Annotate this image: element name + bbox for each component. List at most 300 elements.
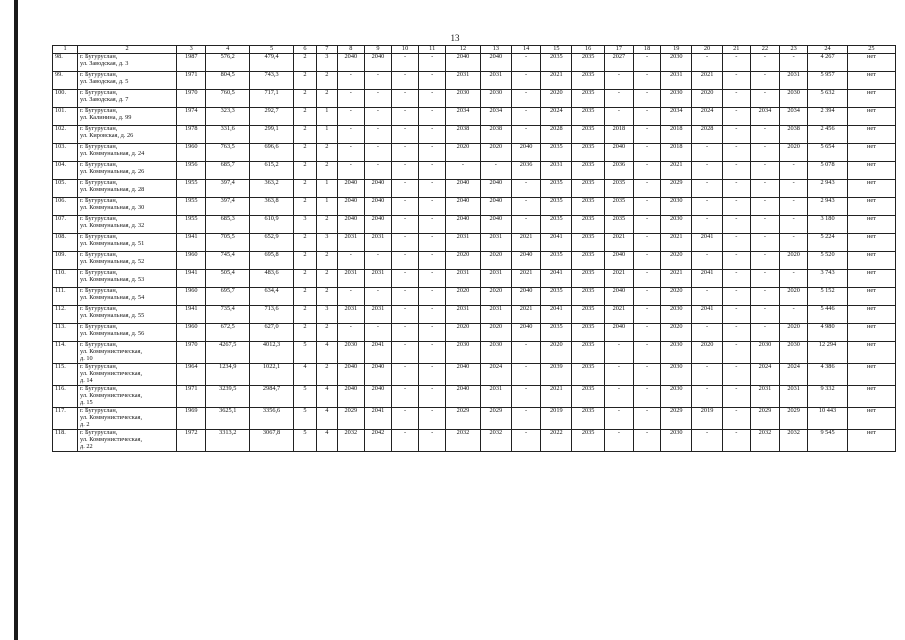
column-header-5: 5 bbox=[250, 46, 294, 54]
table-cell-col-24: 10 443 bbox=[808, 408, 848, 430]
table-cell-col-19: 2030 bbox=[661, 216, 692, 234]
table-cell-col-19: 2018 bbox=[661, 144, 692, 162]
address-line: ул. Калинина, д. 99 bbox=[80, 113, 132, 121]
table-cell-col-19: 2029 bbox=[661, 408, 692, 430]
address-cell bbox=[78, 430, 177, 452]
table-cell-col-14: 2040 bbox=[511, 252, 540, 270]
table-cell-col-6: 5 bbox=[293, 408, 316, 430]
table-cell-col-18: - bbox=[634, 144, 661, 162]
table-cell-col-22: - bbox=[750, 180, 779, 198]
table-cell-col-21: - bbox=[722, 108, 750, 126]
address-cell bbox=[78, 90, 177, 108]
table-cell-col-12: 2040 bbox=[446, 198, 480, 216]
address-line: ул. Коммунистическая, bbox=[80, 413, 143, 421]
table-cell-col-8: 2031 bbox=[337, 306, 364, 324]
address-line: г. Бугуруслан, bbox=[80, 125, 118, 132]
table-cell-col-12: 2040 bbox=[446, 364, 480, 386]
address-cell bbox=[78, 408, 177, 430]
table-cell-col-3: 1972 bbox=[177, 430, 206, 452]
table-cell-col-8: 2040 bbox=[337, 54, 364, 72]
table-cell-col-9: - bbox=[364, 324, 391, 342]
address-line: г. Бугуруслан, bbox=[80, 385, 118, 392]
table-cell-col-15: 2035 bbox=[541, 288, 572, 306]
table-cell-col-23: 2020 bbox=[780, 144, 808, 162]
column-header-21: 21 bbox=[722, 46, 750, 54]
table-cell-col-7: 2 bbox=[316, 162, 337, 180]
table-cell-col-10: - bbox=[392, 430, 419, 452]
table-cell-col-19: 2020 bbox=[661, 252, 692, 270]
table-cell-col-9: - bbox=[364, 108, 391, 126]
column-header-18: 18 bbox=[634, 46, 661, 54]
table-cell-col-11: - bbox=[419, 180, 446, 198]
table-cell-col-12: 2020 bbox=[446, 288, 480, 306]
table-cell-col-23: - bbox=[780, 180, 808, 198]
table-cell-col-22: 2030 bbox=[750, 342, 779, 364]
table-cell-col-13: 2020 bbox=[480, 144, 511, 162]
table-cell-col-19: 2030 bbox=[661, 306, 692, 324]
table-cell-col-19: 2018 bbox=[661, 126, 692, 144]
table-cell-col-15: 2019 bbox=[541, 408, 572, 430]
table-cell-col-3: 1941 bbox=[177, 270, 206, 288]
table-cell-col-24: 5 957 bbox=[808, 72, 848, 90]
table-cell-col-11: - bbox=[419, 144, 446, 162]
table-cell-col-23: - bbox=[780, 234, 808, 252]
table-cell-col-14: - bbox=[511, 364, 540, 386]
row-number-cell: 112. bbox=[53, 306, 78, 324]
table-cell-col-19: 2021 bbox=[661, 234, 692, 252]
table-cell-col-3: 1960 bbox=[177, 288, 206, 306]
table-cell-col-6: 2 bbox=[293, 162, 316, 180]
address-cell bbox=[78, 234, 177, 252]
table-cell-col-3: 1970 bbox=[177, 90, 206, 108]
table-cell-col-6: 2 bbox=[293, 198, 316, 216]
table-cell-col-18: - bbox=[634, 180, 661, 198]
table-row bbox=[53, 162, 896, 180]
table-cell-col-22: - bbox=[750, 54, 779, 72]
table-cell-col-8: 2040 bbox=[337, 386, 364, 408]
table-cell-col-25: нет bbox=[847, 162, 895, 180]
table-cell-col-11: - bbox=[419, 90, 446, 108]
table-cell-col-13: 2031 bbox=[480, 306, 511, 324]
table-row bbox=[53, 72, 896, 90]
table-row bbox=[53, 252, 896, 270]
table-cell-col-10: - bbox=[392, 288, 419, 306]
table-cell-col-19: 2021 bbox=[661, 270, 692, 288]
table-cell-col-15: 2039 bbox=[541, 364, 572, 386]
table-cell-col-20: 2024 bbox=[692, 108, 722, 126]
address-line: ул. Коммунальная, д. 54 bbox=[80, 293, 145, 301]
table-cell-col-9: 2040 bbox=[364, 216, 391, 234]
row-number-cell: 100. bbox=[53, 90, 78, 108]
table-cell-col-19: 2030 bbox=[661, 90, 692, 108]
table-cell-col-6: 5 bbox=[293, 386, 316, 408]
address-line: ул. Коммунальная, д. 53 bbox=[80, 275, 145, 283]
table-cell-col-16: 2035 bbox=[572, 144, 604, 162]
address-cell bbox=[78, 324, 177, 342]
table-cell-col-4: 505,4 bbox=[206, 270, 250, 288]
table-cell-col-16: 2035 bbox=[572, 72, 604, 90]
table-cell-col-23: - bbox=[780, 306, 808, 324]
table-cell-col-20: - bbox=[692, 386, 722, 408]
table-cell-col-22: 2024 bbox=[750, 364, 779, 386]
address-line: ул. Коммунистическая, bbox=[80, 347, 143, 355]
table-cell-col-8: - bbox=[337, 90, 364, 108]
table-cell-col-22: - bbox=[750, 72, 779, 90]
table-cell-col-15: 2035 bbox=[541, 216, 572, 234]
table-cell-col-6: 2 bbox=[293, 288, 316, 306]
table-row bbox=[53, 180, 896, 198]
table-cell-col-3: 1941 bbox=[177, 306, 206, 324]
table-cell-col-11: - bbox=[419, 162, 446, 180]
table-cell-col-11: - bbox=[419, 430, 446, 452]
table-cell-col-18: - bbox=[634, 270, 661, 288]
table-cell-col-17: 2021 bbox=[604, 306, 633, 324]
table-cell-col-17: 2040 bbox=[604, 324, 633, 342]
table-cell-col-9: 2042 bbox=[364, 430, 391, 452]
address-line: г. Бугуруслан, bbox=[80, 341, 118, 348]
table-cell-col-24: 5 446 bbox=[808, 306, 848, 324]
table-cell-col-14: - bbox=[511, 430, 540, 452]
table-cell-col-3: 1964 bbox=[177, 364, 206, 386]
table-cell-col-7: 2 bbox=[316, 324, 337, 342]
table-cell-col-12: 2029 bbox=[446, 408, 480, 430]
address-cell bbox=[78, 126, 177, 144]
table-cell-col-17: 2040 bbox=[604, 144, 633, 162]
table-cell-col-23: 2020 bbox=[780, 288, 808, 306]
table-cell-col-3: 1955 bbox=[177, 216, 206, 234]
table-cell-col-16: 2035 bbox=[572, 234, 604, 252]
address-cell bbox=[78, 144, 177, 162]
row-number-cell: 105. bbox=[53, 180, 78, 198]
table-cell-col-6: 2 bbox=[293, 54, 316, 72]
table-cell-col-21: - bbox=[722, 216, 750, 234]
table-cell-col-7: 1 bbox=[316, 198, 337, 216]
column-header-12: 12 bbox=[446, 46, 480, 54]
table-cell-col-10: - bbox=[392, 126, 419, 144]
table-cell-col-13: 2034 bbox=[480, 108, 511, 126]
table-cell-col-13: 2040 bbox=[480, 198, 511, 216]
table-cell-col-13: 2031 bbox=[480, 234, 511, 252]
column-header-25: 25 bbox=[847, 46, 895, 54]
table-cell-col-16: 2035 bbox=[572, 364, 604, 386]
table-cell-col-22: - bbox=[750, 306, 779, 324]
table-cell-col-5: 3067,8 bbox=[250, 430, 294, 452]
table-cell-col-22: 2031 bbox=[750, 386, 779, 408]
row-number-cell: 106. bbox=[53, 198, 78, 216]
table-cell-col-19: 2030 bbox=[661, 386, 692, 408]
table-cell-col-14: - bbox=[511, 90, 540, 108]
table-cell-col-11: - bbox=[419, 198, 446, 216]
housing-schedule-table bbox=[52, 45, 896, 452]
table-cell-col-14: 2021 bbox=[511, 270, 540, 288]
table-cell-col-7: 2 bbox=[316, 90, 337, 108]
table-cell-col-9: - bbox=[364, 126, 391, 144]
table-cell-col-6: 2 bbox=[293, 270, 316, 288]
address-cell bbox=[78, 54, 177, 72]
table-cell-col-10: - bbox=[392, 108, 419, 126]
table-cell-col-23: - bbox=[780, 162, 808, 180]
table-cell-col-20: - bbox=[692, 162, 722, 180]
table-cell-col-23: - bbox=[780, 198, 808, 216]
table-cell-col-11: - bbox=[419, 386, 446, 408]
table-cell-col-6: 5 bbox=[293, 342, 316, 364]
table-cell-col-12: 2031 bbox=[446, 270, 480, 288]
table-cell-col-14: 2021 bbox=[511, 234, 540, 252]
table-cell-col-20: - bbox=[692, 430, 722, 452]
table-cell-col-9: 2031 bbox=[364, 270, 391, 288]
table-cell-col-20: - bbox=[692, 144, 722, 162]
table-cell-col-23: 2020 bbox=[780, 252, 808, 270]
table-cell-col-24: 3 180 bbox=[808, 216, 848, 234]
column-header-11: 11 bbox=[419, 46, 446, 54]
table-cell-col-18: - bbox=[634, 198, 661, 216]
address-line: г. Бугуруслан, bbox=[80, 53, 118, 60]
address-cell bbox=[78, 342, 177, 364]
table-cell-col-16: 2035 bbox=[572, 162, 604, 180]
table-row bbox=[53, 408, 896, 430]
table-cell-col-14: 2040 bbox=[511, 144, 540, 162]
table-cell-col-15: 2035 bbox=[541, 198, 572, 216]
address-line: ул. Заводская, д. 7 bbox=[80, 95, 129, 103]
address-line: ул. Кировская, д. 26 bbox=[80, 131, 134, 139]
table-cell-col-12: 2040 bbox=[446, 386, 480, 408]
address-line: д. 15 bbox=[80, 398, 93, 406]
table-cell-col-12: 2040 bbox=[446, 216, 480, 234]
table-cell-col-17: 2040 bbox=[604, 252, 633, 270]
table-cell-col-5: 627,0 bbox=[250, 324, 294, 342]
table-cell-col-12: 2020 bbox=[446, 144, 480, 162]
table-cell-col-25: нет bbox=[847, 386, 895, 408]
table-cell-col-10: - bbox=[392, 270, 419, 288]
table-cell-col-25: нет bbox=[847, 216, 895, 234]
table-cell-col-8: 2040 bbox=[337, 364, 364, 386]
table-cell-col-8: 2030 bbox=[337, 342, 364, 364]
table-row bbox=[53, 364, 896, 386]
table-cell-col-18: - bbox=[634, 162, 661, 180]
table-cell-col-23: 2031 bbox=[780, 386, 808, 408]
table-cell-col-11: - bbox=[419, 252, 446, 270]
table-cell-col-4: 745,4 bbox=[206, 252, 250, 270]
table-cell-col-18: - bbox=[634, 364, 661, 386]
table-cell-col-6: 2 bbox=[293, 126, 316, 144]
table-cell-col-3: 1960 bbox=[177, 324, 206, 342]
table-cell-col-4: 804,5 bbox=[206, 72, 250, 90]
table-cell-col-19: 2030 bbox=[661, 430, 692, 452]
table-cell-col-22: - bbox=[750, 126, 779, 144]
table-cell-col-21: - bbox=[722, 342, 750, 364]
table-cell-col-17: 2035 bbox=[604, 198, 633, 216]
table-row bbox=[53, 430, 896, 452]
table-cell-col-24: 4 267 bbox=[808, 54, 848, 72]
table-cell-col-16: 2035 bbox=[572, 216, 604, 234]
table-cell-col-23: 2030 bbox=[780, 342, 808, 364]
table-cell-col-11: - bbox=[419, 126, 446, 144]
address-cell bbox=[78, 364, 177, 386]
table-cell-col-19: 2030 bbox=[661, 54, 692, 72]
table-cell-col-20: - bbox=[692, 54, 722, 72]
table-cell-col-12: 2040 bbox=[446, 180, 480, 198]
table-cell-col-24: 9 545 bbox=[808, 430, 848, 452]
table-cell-col-21: - bbox=[722, 234, 750, 252]
table-row bbox=[53, 386, 896, 408]
table-cell-col-21: - bbox=[722, 144, 750, 162]
table-cell-col-17: - bbox=[604, 430, 633, 452]
table-cell-col-24: 2 394 bbox=[808, 108, 848, 126]
table-cell-col-7: 4 bbox=[316, 386, 337, 408]
table-cell-col-7: 1 bbox=[316, 180, 337, 198]
address-line: д. 22 bbox=[80, 442, 93, 450]
column-header-6: 6 bbox=[293, 46, 316, 54]
table-cell-col-17: - bbox=[604, 72, 633, 90]
table-cell-col-9: - bbox=[364, 90, 391, 108]
table-cell-col-4: 3313,2 bbox=[206, 430, 250, 452]
table-cell-col-14: 2040 bbox=[511, 288, 540, 306]
table-cell-col-22: - bbox=[750, 270, 779, 288]
table-cell-col-4: 705,5 bbox=[206, 234, 250, 252]
address-line: ул. Коммунальная, д. 32 bbox=[80, 221, 145, 229]
row-number-cell: 102. bbox=[53, 126, 78, 144]
table-cell-col-4: 1234,9 bbox=[206, 364, 250, 386]
table-cell-col-5: 2984,7 bbox=[250, 386, 294, 408]
column-header-24: 24 bbox=[808, 46, 848, 54]
table-cell-col-15: 2024 bbox=[541, 108, 572, 126]
table-cell-col-7: 2 bbox=[316, 144, 337, 162]
table-cell-col-4: 4267,5 bbox=[206, 342, 250, 364]
table-cell-col-23: - bbox=[780, 270, 808, 288]
address-line: ул. Коммунальная, д. 52 bbox=[80, 257, 145, 265]
table-cell-col-13: 2020 bbox=[480, 288, 511, 306]
table-cell-col-12: 2020 bbox=[446, 324, 480, 342]
table-cell-col-17: 2035 bbox=[604, 180, 633, 198]
table-cell-col-4: 735,4 bbox=[206, 306, 250, 324]
address-line: г. Бугуруслан, bbox=[80, 89, 118, 96]
table-cell-col-8: 2040 bbox=[337, 216, 364, 234]
table-cell-col-13: 2038 bbox=[480, 126, 511, 144]
table-cell-col-9: 2040 bbox=[364, 180, 391, 198]
table-cell-col-17: - bbox=[604, 386, 633, 408]
address-cell bbox=[78, 252, 177, 270]
table-row bbox=[53, 198, 896, 216]
table-cell-col-24: 9 332 bbox=[808, 386, 848, 408]
column-header-10: 10 bbox=[392, 46, 419, 54]
table-cell-col-14: - bbox=[511, 108, 540, 126]
table-cell-col-7: 4 bbox=[316, 430, 337, 452]
table-cell-col-8: - bbox=[337, 162, 364, 180]
row-number-cell: 118. bbox=[53, 430, 78, 452]
table-cell-col-8: 2031 bbox=[337, 270, 364, 288]
column-header-16: 16 bbox=[572, 46, 604, 54]
table-cell-col-3: 1955 bbox=[177, 180, 206, 198]
table-cell-col-23: 2038 bbox=[780, 126, 808, 144]
address-line: г. Бугуруслан, bbox=[80, 269, 118, 276]
row-number-cell: 114. bbox=[53, 342, 78, 364]
table-cell-col-22: - bbox=[750, 324, 779, 342]
table-cell-col-12: 2038 bbox=[446, 126, 480, 144]
table-cell-col-18: - bbox=[634, 90, 661, 108]
row-number-cell: 101. bbox=[53, 108, 78, 126]
table-cell-col-9: - bbox=[364, 252, 391, 270]
table-cell-col-18: - bbox=[634, 342, 661, 364]
address-cell bbox=[78, 72, 177, 90]
table-row bbox=[53, 324, 896, 342]
table-cell-col-23: 2034 bbox=[780, 108, 808, 126]
table-cell-col-18: - bbox=[634, 288, 661, 306]
table-cell-col-11: - bbox=[419, 54, 446, 72]
address-line: д. 14 bbox=[80, 376, 93, 384]
address-line: г. Бугуруслан, bbox=[80, 429, 118, 436]
table-cell-col-13: 2029 bbox=[480, 408, 511, 430]
table-cell-col-13: 2040 bbox=[480, 180, 511, 198]
table-cell-col-25: нет bbox=[847, 364, 895, 386]
table-cell-col-5: 696,6 bbox=[250, 144, 294, 162]
table-cell-col-14: - bbox=[511, 408, 540, 430]
table-cell-col-11: - bbox=[419, 288, 446, 306]
table-cell-col-13: 2040 bbox=[480, 216, 511, 234]
table-cell-col-20: 2041 bbox=[692, 234, 722, 252]
table-cell-col-5: 3356,6 bbox=[250, 408, 294, 430]
table-cell-col-9: 2041 bbox=[364, 408, 391, 430]
table-cell-col-14: 2021 bbox=[511, 306, 540, 324]
address-line: г. Бугуруслан, bbox=[80, 407, 118, 414]
address-line: г. Бугуруслан, bbox=[80, 287, 118, 294]
table-cell-col-16: 2035 bbox=[572, 324, 604, 342]
page-number: 13 bbox=[450, 33, 460, 43]
row-number-cell: 111. bbox=[53, 288, 78, 306]
table-cell-col-13: 2024 bbox=[480, 364, 511, 386]
table-cell-col-25: нет bbox=[847, 430, 895, 452]
column-number-row bbox=[53, 46, 896, 54]
table-cell-col-25: нет bbox=[847, 180, 895, 198]
table-cell-col-23: 2031 bbox=[780, 72, 808, 90]
table-cell-col-4: 763,5 bbox=[206, 144, 250, 162]
table-cell-col-7: 3 bbox=[316, 306, 337, 324]
table-cell-col-3: 1970 bbox=[177, 342, 206, 364]
address-line: ул. Коммунальная, д. 24 bbox=[80, 149, 145, 157]
table-cell-col-10: - bbox=[392, 408, 419, 430]
table-cell-col-14: - bbox=[511, 180, 540, 198]
table-cell-col-18: - bbox=[634, 216, 661, 234]
table-cell-col-10: - bbox=[392, 386, 419, 408]
table-cell-col-16: 2035 bbox=[572, 126, 604, 144]
table-cell-col-10: - bbox=[392, 306, 419, 324]
table-cell-col-6: 2 bbox=[293, 144, 316, 162]
table-cell-col-8: 2032 bbox=[337, 430, 364, 452]
address-line: г. Бугуруслан, bbox=[80, 233, 118, 240]
table-cell-col-18: - bbox=[634, 408, 661, 430]
address-cell bbox=[78, 198, 177, 216]
table-cell-col-21: - bbox=[722, 252, 750, 270]
table-cell-col-8: 2029 bbox=[337, 408, 364, 430]
address-cell bbox=[78, 270, 177, 288]
table-cell-col-10: - bbox=[392, 162, 419, 180]
table-cell-col-5: 363,8 bbox=[250, 198, 294, 216]
table-cell-col-16: 2035 bbox=[572, 306, 604, 324]
column-header-13: 13 bbox=[480, 46, 511, 54]
table-row bbox=[53, 306, 896, 324]
table-cell-col-23: 2032 bbox=[780, 430, 808, 452]
table-body bbox=[53, 54, 896, 452]
table-cell-col-9: - bbox=[364, 72, 391, 90]
address-line: д. 2 bbox=[80, 420, 90, 428]
address-line: г. Бугуруслан, bbox=[80, 179, 118, 186]
table-cell-col-14: - bbox=[511, 54, 540, 72]
table-cell-col-21: - bbox=[722, 408, 750, 430]
table-cell-col-15: 2035 bbox=[541, 252, 572, 270]
table-cell-col-11: - bbox=[419, 216, 446, 234]
row-number-cell: 115. bbox=[53, 364, 78, 386]
table-cell-col-16: 2035 bbox=[572, 270, 604, 288]
table-cell-col-7: 1 bbox=[316, 126, 337, 144]
